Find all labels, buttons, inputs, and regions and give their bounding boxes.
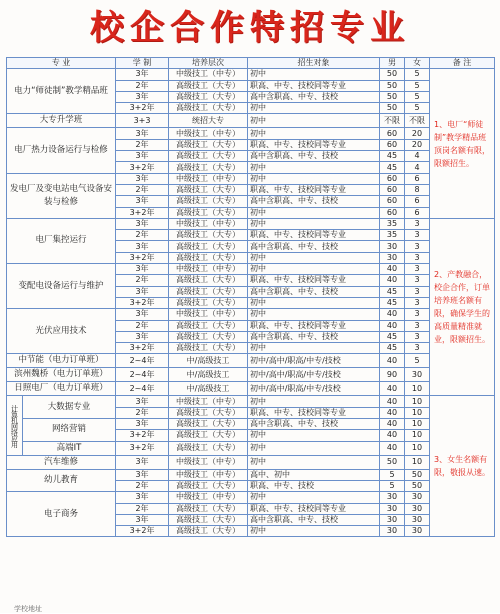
level-cell: 中级技工（中专） <box>169 309 248 320</box>
target-cell: 职高、中专、技校同等专业 <box>248 80 380 91</box>
male-quota-cell: 40 <box>380 407 405 418</box>
table-body <box>7 69 495 537</box>
level-cell: 高级技工（大专） <box>169 162 248 173</box>
male-quota-cell: 45 <box>380 343 405 354</box>
header-target: 招生对象 <box>248 58 380 69</box>
program-cell: 电力“师徒制”教学精品班 <box>7 69 116 114</box>
duration-cell: 3年 <box>116 173 169 184</box>
level-cell: 中/高级技工 <box>169 382 248 396</box>
target-cell: 初中 <box>248 441 380 455</box>
male-quota-cell: 40 <box>380 320 405 331</box>
level-cell: 高级技工（大专） <box>169 241 248 252</box>
level-cell: 中级技工（中专） <box>169 396 248 407</box>
table-row <box>7 69 495 80</box>
level-cell: 高级技工（大专） <box>169 286 248 297</box>
female-quota-cell: 3 <box>405 297 430 308</box>
level-cell: 中级技工（中专） <box>169 264 248 275</box>
target-cell: 初中 <box>248 162 380 173</box>
header-notes: 备 注 <box>430 58 495 69</box>
level-cell: 高级技工（大专） <box>169 196 248 207</box>
program-cell: 中节能（电力订单班） <box>7 354 116 368</box>
note-cell: 1、电厂“师徒制”教学精品班顶岗名额有限，限额招生。 <box>430 69 495 219</box>
program-cell: 光伏应用技术 <box>7 309 116 354</box>
duration-cell: 3年 <box>116 196 169 207</box>
level-cell: 高级技工（大专） <box>169 343 248 354</box>
target-cell: 职高、中专、技校同等专业 <box>248 320 380 331</box>
target-cell: 高中含职高、中专、技校 <box>248 151 380 162</box>
male-quota-cell: 35 <box>380 230 405 241</box>
level-cell: 高级技工（大专） <box>169 151 248 162</box>
table-row <box>7 455 495 469</box>
program-cell: 电厂集控运行 <box>7 218 116 263</box>
target-cell: 高中含职高、中专、技校 <box>248 196 380 207</box>
target-cell: 职高、中专、技校同等专业 <box>248 407 380 418</box>
target-cell: 初中 <box>248 252 380 263</box>
male-quota-cell: 45 <box>380 162 405 173</box>
male-quota-cell: 30 <box>380 241 405 252</box>
program-cell: 发电厂及变电站电气设备安装与检修 <box>7 173 116 218</box>
male-quota-cell: 45 <box>380 286 405 297</box>
female-quota-cell: 4 <box>405 151 430 162</box>
level-cell: 中级技工（中专） <box>169 492 248 503</box>
male-quota-cell: 40 <box>380 382 405 396</box>
header-major: 专 业 <box>7 58 116 69</box>
table-row <box>7 128 495 139</box>
target-cell: 职高、中专、技校同等专业 <box>248 230 380 241</box>
target-cell: 职高、中专、技校同等专业 <box>248 503 380 514</box>
table-row <box>7 173 495 184</box>
female-quota-cell: 5 <box>405 103 430 114</box>
female-quota-cell: 10 <box>405 382 430 396</box>
target-cell: 高中含职高、中专、技校 <box>248 419 380 430</box>
duration-cell: 3+2年 <box>116 207 169 218</box>
duration-cell: 3年 <box>116 514 169 525</box>
level-cell: 中级技工（中专） <box>169 69 248 80</box>
female-quota-cell: 3 <box>405 275 430 286</box>
female-quota-cell: 5 <box>405 354 430 368</box>
target-cell: 初中 <box>248 343 380 354</box>
male-quota-cell: 30 <box>380 492 405 503</box>
duration-cell: 2~4年 <box>116 354 169 368</box>
male-quota-cell: 60 <box>380 184 405 195</box>
duration-cell: 3+2年 <box>116 441 169 455</box>
level-cell: 高级技工（大专） <box>169 139 248 150</box>
duration-cell: 3年 <box>116 331 169 342</box>
duration-cell: 2年 <box>116 139 169 150</box>
male-quota-cell: 50 <box>380 103 405 114</box>
target-cell: 初中/高中/职高/中专/技校 <box>248 368 380 382</box>
program-cell: 幼儿教育 <box>7 469 116 492</box>
male-quota-cell: 50 <box>380 69 405 80</box>
female-quota-cell: 10 <box>405 396 430 407</box>
table-row <box>7 441 495 455</box>
duration-cell: 3+2年 <box>116 103 169 114</box>
female-quota-cell: 10 <box>405 407 430 418</box>
male-quota-cell: 40 <box>380 430 405 441</box>
male-quota-cell: 50 <box>380 80 405 91</box>
male-quota-cell: 5 <box>380 480 405 491</box>
level-cell: 高级技工（大专） <box>169 514 248 525</box>
female-quota-cell: 3 <box>405 252 430 263</box>
duration-cell: 3+2年 <box>116 343 169 354</box>
target-cell: 初中 <box>248 396 380 407</box>
level-cell: 高级技工（大专） <box>169 91 248 102</box>
duration-cell: 3年 <box>116 455 169 469</box>
target-cell: 初中 <box>248 114 380 128</box>
level-cell: 高级技工（大专） <box>169 252 248 263</box>
target-cell: 高中含职高、中专、技校 <box>248 241 380 252</box>
male-quota-cell: 45 <box>380 151 405 162</box>
table-row <box>7 396 495 407</box>
level-cell: 高级技工（大专） <box>169 480 248 491</box>
target-cell: 初中 <box>248 430 380 441</box>
target-cell: 初中 <box>248 218 380 229</box>
female-quota-cell: 5 <box>405 69 430 80</box>
male-quota-cell: 60 <box>380 207 405 218</box>
female-quota-cell: 3 <box>405 241 430 252</box>
duration-cell: 2年 <box>116 503 169 514</box>
program-cell: 电子商务 <box>7 492 116 537</box>
sub-program-cell: 大数据专业 <box>23 396 116 419</box>
level-cell: 高级技工（大专） <box>169 526 248 537</box>
female-quota-cell: 不限 <box>405 114 430 128</box>
female-quota-cell: 6 <box>405 173 430 184</box>
target-cell: 初中 <box>248 69 380 80</box>
male-quota-cell: 60 <box>380 173 405 184</box>
level-cell: 高级技工（大专） <box>169 430 248 441</box>
header-duration: 学 制 <box>116 58 169 69</box>
male-quota-cell: 40 <box>380 354 405 368</box>
male-quota-cell: 60 <box>380 139 405 150</box>
level-cell: 高级技工（大专） <box>169 297 248 308</box>
program-cell: 大专升学班 <box>7 114 116 128</box>
male-quota-cell: 60 <box>380 128 405 139</box>
male-quota-cell: 30 <box>380 526 405 537</box>
female-quota-cell: 3 <box>405 331 430 342</box>
female-quota-cell: 3 <box>405 343 430 354</box>
table-row <box>7 368 495 382</box>
duration-cell: 3年 <box>116 69 169 80</box>
duration-cell: 3年 <box>116 91 169 102</box>
program-group-cell: 计算机网络应用 <box>7 396 23 455</box>
female-quota-cell: 3 <box>405 320 430 331</box>
male-quota-cell: 35 <box>380 218 405 229</box>
table-row <box>7 382 495 396</box>
male-quota-cell: 90 <box>380 368 405 382</box>
duration-cell: 3年 <box>116 419 169 430</box>
target-cell: 高中、初中 <box>248 469 380 480</box>
target-cell: 初中 <box>248 492 380 503</box>
target-cell: 初中 <box>248 455 380 469</box>
target-cell: 职高、中专、技校同等专业 <box>248 184 380 195</box>
female-quota-cell: 20 <box>405 139 430 150</box>
duration-cell: 3年 <box>116 309 169 320</box>
table-row <box>7 492 495 503</box>
female-quota-cell: 30 <box>405 503 430 514</box>
note-cell: 2、产教融合，校企合作，订单培养班名额有限，确保学生的高质量精准就业，限额招生。 <box>430 218 495 396</box>
sub-program-cell: 网络营销 <box>23 419 116 442</box>
target-cell: 高中含职高、中专、技校 <box>248 514 380 525</box>
female-quota-cell: 10 <box>405 419 430 430</box>
male-quota-cell: 40 <box>380 441 405 455</box>
duration-cell: 2年 <box>116 320 169 331</box>
male-quota-cell: 40 <box>380 264 405 275</box>
male-quota-cell: 30 <box>380 503 405 514</box>
table-header-row <box>7 58 495 69</box>
duration-cell: 2年 <box>116 275 169 286</box>
header-female: 女 <box>405 58 430 69</box>
duration-cell: 3年 <box>116 128 169 139</box>
female-quota-cell: 6 <box>405 196 430 207</box>
male-quota-cell: 不限 <box>380 114 405 128</box>
footer-text: 学校地址 <box>14 605 42 613</box>
duration-cell: 3年 <box>116 396 169 407</box>
female-quota-cell: 3 <box>405 264 430 275</box>
target-cell: 高中含职高、中专、技校 <box>248 91 380 102</box>
level-cell: 高级技工（大专） <box>169 80 248 91</box>
male-quota-cell: 40 <box>380 309 405 320</box>
male-quota-cell: 60 <box>380 196 405 207</box>
female-quota-cell: 3 <box>405 218 430 229</box>
header-level: 培养层次 <box>169 58 248 69</box>
table-row <box>7 264 495 275</box>
target-cell: 初中 <box>248 309 380 320</box>
female-quota-cell: 30 <box>405 492 430 503</box>
male-quota-cell: 50 <box>380 455 405 469</box>
male-quota-cell: 40 <box>380 396 405 407</box>
program-cell: 变配电设备运行与维护 <box>7 264 116 309</box>
level-cell: 高级技工（大专） <box>169 320 248 331</box>
level-cell: 中级技工（中专） <box>169 469 248 480</box>
table-row <box>7 354 495 368</box>
female-quota-cell: 50 <box>405 480 430 491</box>
program-cell: 滨州魏桥（电力订单班） <box>7 368 116 382</box>
level-cell: 高级技工（大专） <box>169 331 248 342</box>
target-cell: 初中 <box>248 526 380 537</box>
program-cell: 电厂热力设备运行与检修 <box>7 128 116 173</box>
duration-cell: 3年 <box>116 151 169 162</box>
male-quota-cell: 5 <box>380 469 405 480</box>
male-quota-cell: 45 <box>380 297 405 308</box>
target-cell: 职高、中专、技校同等专业 <box>248 275 380 286</box>
level-cell: 中级技工（中专） <box>169 455 248 469</box>
target-cell: 高中含职高、中专、技校 <box>248 331 380 342</box>
duration-cell: 2年 <box>116 80 169 91</box>
level-cell: 高级技工（大专） <box>169 103 248 114</box>
table-row <box>7 114 495 128</box>
level-cell: 中/高级技工 <box>169 354 248 368</box>
target-cell: 初中 <box>248 173 380 184</box>
level-cell: 统招大专 <box>169 114 248 128</box>
level-cell: 高级技工（大专） <box>169 419 248 430</box>
level-cell: 高级技工（大专） <box>169 230 248 241</box>
male-quota-cell: 30 <box>380 514 405 525</box>
female-quota-cell: 20 <box>405 128 430 139</box>
female-quota-cell: 10 <box>405 430 430 441</box>
level-cell: 高级技工（大专） <box>169 275 248 286</box>
duration-cell: 3+2年 <box>116 526 169 537</box>
female-quota-cell: 3 <box>405 230 430 241</box>
duration-cell: 2~4年 <box>116 368 169 382</box>
duration-cell: 2年 <box>116 230 169 241</box>
level-cell: 高级技工（大专） <box>169 207 248 218</box>
duration-cell: 3+2年 <box>116 297 169 308</box>
target-cell: 初中 <box>248 128 380 139</box>
duration-cell: 3年 <box>116 218 169 229</box>
female-quota-cell: 50 <box>405 469 430 480</box>
female-quota-cell: 10 <box>405 455 430 469</box>
level-cell: 高级技工（大专） <box>169 441 248 455</box>
table-row <box>7 309 495 320</box>
target-cell: 职高、中专、技校 <box>248 480 380 491</box>
target-cell: 初中 <box>248 297 380 308</box>
header-male: 男 <box>380 58 405 69</box>
duration-cell: 3年 <box>116 286 169 297</box>
level-cell: 高级技工（大专） <box>169 407 248 418</box>
duration-cell: 2年 <box>116 480 169 491</box>
enrollment-table <box>6 57 495 537</box>
level-cell: 高级技工（大专） <box>169 503 248 514</box>
duration-cell: 3+2年 <box>116 162 169 173</box>
table-row <box>7 218 495 229</box>
male-quota-cell: 45 <box>380 331 405 342</box>
duration-cell: 3+3 <box>116 114 169 128</box>
duration-cell: 2~4年 <box>116 382 169 396</box>
level-cell: 中级技工（中专） <box>169 173 248 184</box>
level-cell: 中级技工（中专） <box>169 218 248 229</box>
male-quota-cell: 40 <box>380 275 405 286</box>
duration-cell: 3年 <box>116 241 169 252</box>
duration-cell: 2年 <box>116 407 169 418</box>
female-quota-cell: 3 <box>405 286 430 297</box>
male-quota-cell: 50 <box>380 91 405 102</box>
male-quota-cell: 40 <box>380 419 405 430</box>
female-quota-cell: 5 <box>405 91 430 102</box>
program-cell: 汽车维修 <box>7 455 116 469</box>
table-row <box>7 419 495 430</box>
table-row <box>7 469 495 480</box>
program-cell: 日照电厂（电力订单班） <box>7 382 116 396</box>
female-quota-cell: 30 <box>405 526 430 537</box>
female-quota-cell: 30 <box>405 368 430 382</box>
female-quota-cell: 6 <box>405 207 430 218</box>
female-quota-cell: 8 <box>405 184 430 195</box>
target-cell: 职高、中专、技校同等专业 <box>248 139 380 150</box>
page-title: 校企合作特招专业 <box>90 8 410 48</box>
target-cell: 初中 <box>248 264 380 275</box>
duration-cell: 3+2年 <box>116 252 169 263</box>
level-cell: 高级技工（大专） <box>169 184 248 195</box>
female-quota-cell: 3 <box>405 309 430 320</box>
female-quota-cell: 4 <box>405 162 430 173</box>
female-quota-cell: 5 <box>405 80 430 91</box>
duration-cell: 3年 <box>116 492 169 503</box>
level-cell: 中级技工（中专） <box>169 128 248 139</box>
target-cell: 初中 <box>248 103 380 114</box>
note-cell: 3、女生名额有限，敬报从速。 <box>430 396 495 537</box>
male-quota-cell: 30 <box>380 252 405 263</box>
sub-program-cell: 高端IT <box>23 441 116 455</box>
female-quota-cell: 10 <box>405 441 430 455</box>
duration-cell: 3年 <box>116 469 169 480</box>
female-quota-cell: 30 <box>405 514 430 525</box>
duration-cell: 2年 <box>116 184 169 195</box>
target-cell: 高中含职高、中专、技校 <box>248 286 380 297</box>
level-cell: 中/高级技工 <box>169 368 248 382</box>
target-cell: 初中/高中/职高/中专/技校 <box>248 382 380 396</box>
duration-cell: 3年 <box>116 264 169 275</box>
target-cell: 初中 <box>248 207 380 218</box>
duration-cell: 3+2年 <box>116 430 169 441</box>
target-cell: 初中/高中/职高/中专/技校 <box>248 354 380 368</box>
